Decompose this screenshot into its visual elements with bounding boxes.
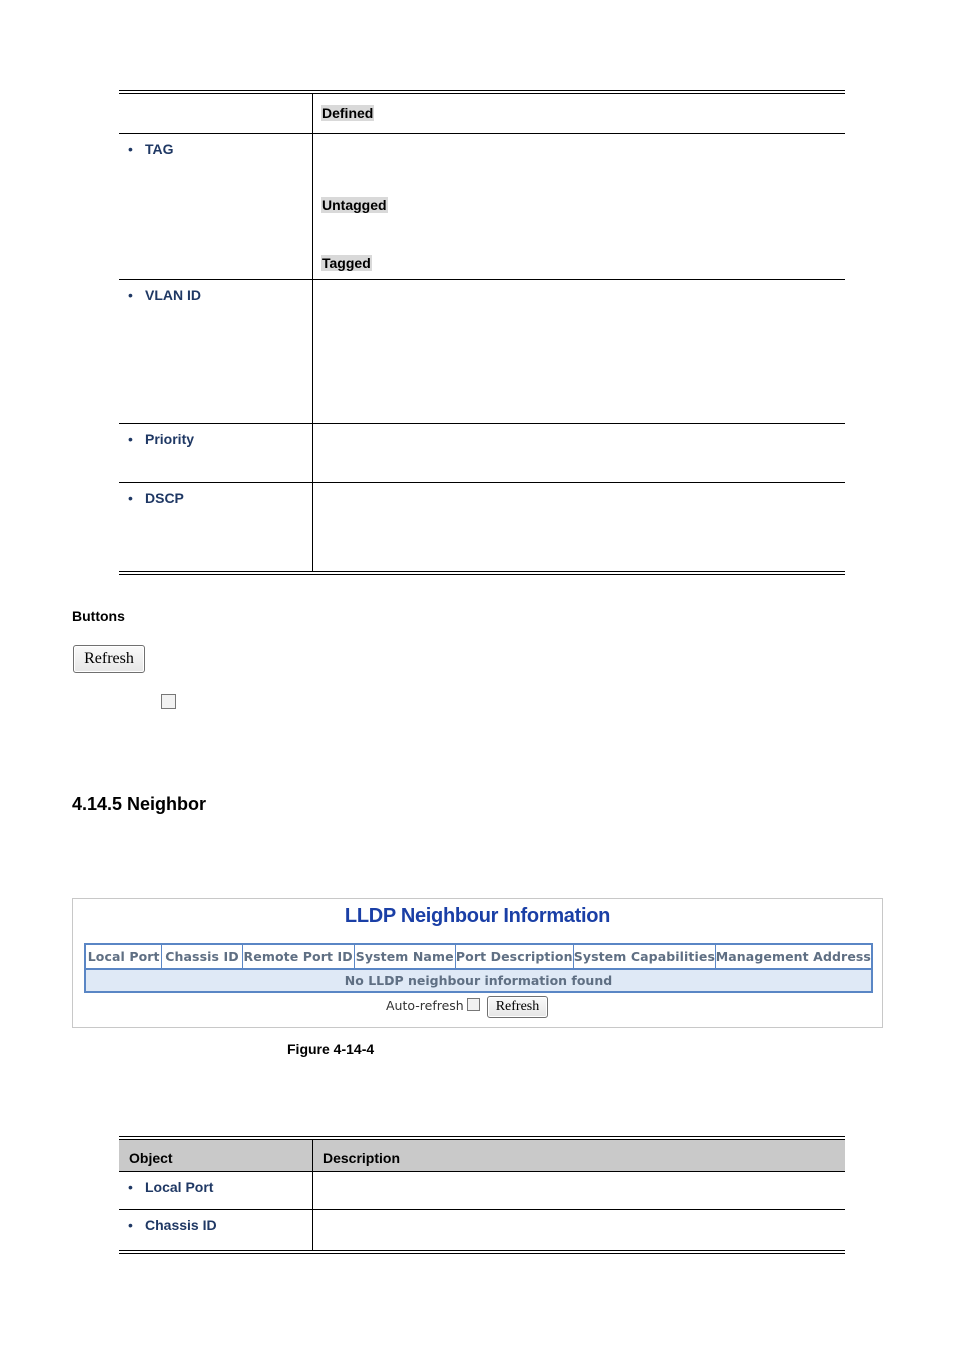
figure-caption: Figure 4-14-4	[287, 1041, 375, 1057]
panel-title: LLDP Neighbour Information	[344, 905, 611, 927]
column-header-description: Description	[323, 1150, 401, 1166]
table-bottom-rule	[119, 571, 845, 575]
value-defined: Defined	[322, 105, 374, 121]
table-row	[119, 1210, 845, 1250]
table-row	[119, 280, 845, 424]
object-vlan-id: • VLAN ID	[128, 287, 201, 303]
column-header-object: Object	[119, 1140, 313, 1171]
object-tag: • TAG	[128, 141, 174, 157]
auto-refresh-label: Auto-refresh	[386, 998, 464, 1013]
object-dscp: • DSCP	[128, 490, 184, 506]
table-row	[119, 483, 845, 571]
object-chassis-id: • Chassis ID	[128, 1217, 217, 1233]
table-header-row	[86, 945, 871, 970]
section-heading: 4.14.5 Neighbor	[72, 794, 207, 814]
empty-table-message: No LLDP neighbour information found	[86, 970, 871, 991]
table-row	[119, 94, 845, 134]
lldp-neighbour-table	[84, 943, 873, 993]
table-row	[119, 1172, 845, 1210]
table-header-row	[119, 1140, 845, 1172]
column-header-system-capabilities: System Capabilities	[574, 945, 716, 968]
column-header-chassis-id: Chassis ID	[162, 945, 242, 968]
table-bottom-rule	[119, 1250, 845, 1254]
lldp-neighbour-panel	[72, 898, 883, 1028]
parameter-table	[119, 90, 845, 575]
column-header-local-port: Local Port	[86, 945, 162, 968]
auto-refresh-checkbox[interactable]	[467, 998, 480, 1011]
object-local-port: • Local Port	[128, 1179, 214, 1195]
column-header-remote-port-id: Remote Port ID	[243, 945, 355, 968]
value-tagged: Tagged	[322, 255, 371, 271]
buttons-section-label: Buttons	[72, 608, 125, 624]
object-description-table	[119, 1136, 845, 1254]
refresh-button[interactable]: Refresh	[73, 645, 145, 673]
column-header-management-address: Management Address	[715, 949, 871, 964]
table-row	[119, 424, 845, 483]
value-untagged: Untagged	[322, 197, 387, 213]
table-row	[119, 134, 845, 280]
object-priority: • Priority	[128, 431, 195, 447]
auto-refresh-checkbox[interactable]	[161, 694, 176, 709]
column-header-system-name: System Name	[355, 945, 456, 968]
column-header-port-description: Port Description	[456, 945, 574, 968]
refresh-button[interactable]: Refresh	[487, 996, 548, 1018]
